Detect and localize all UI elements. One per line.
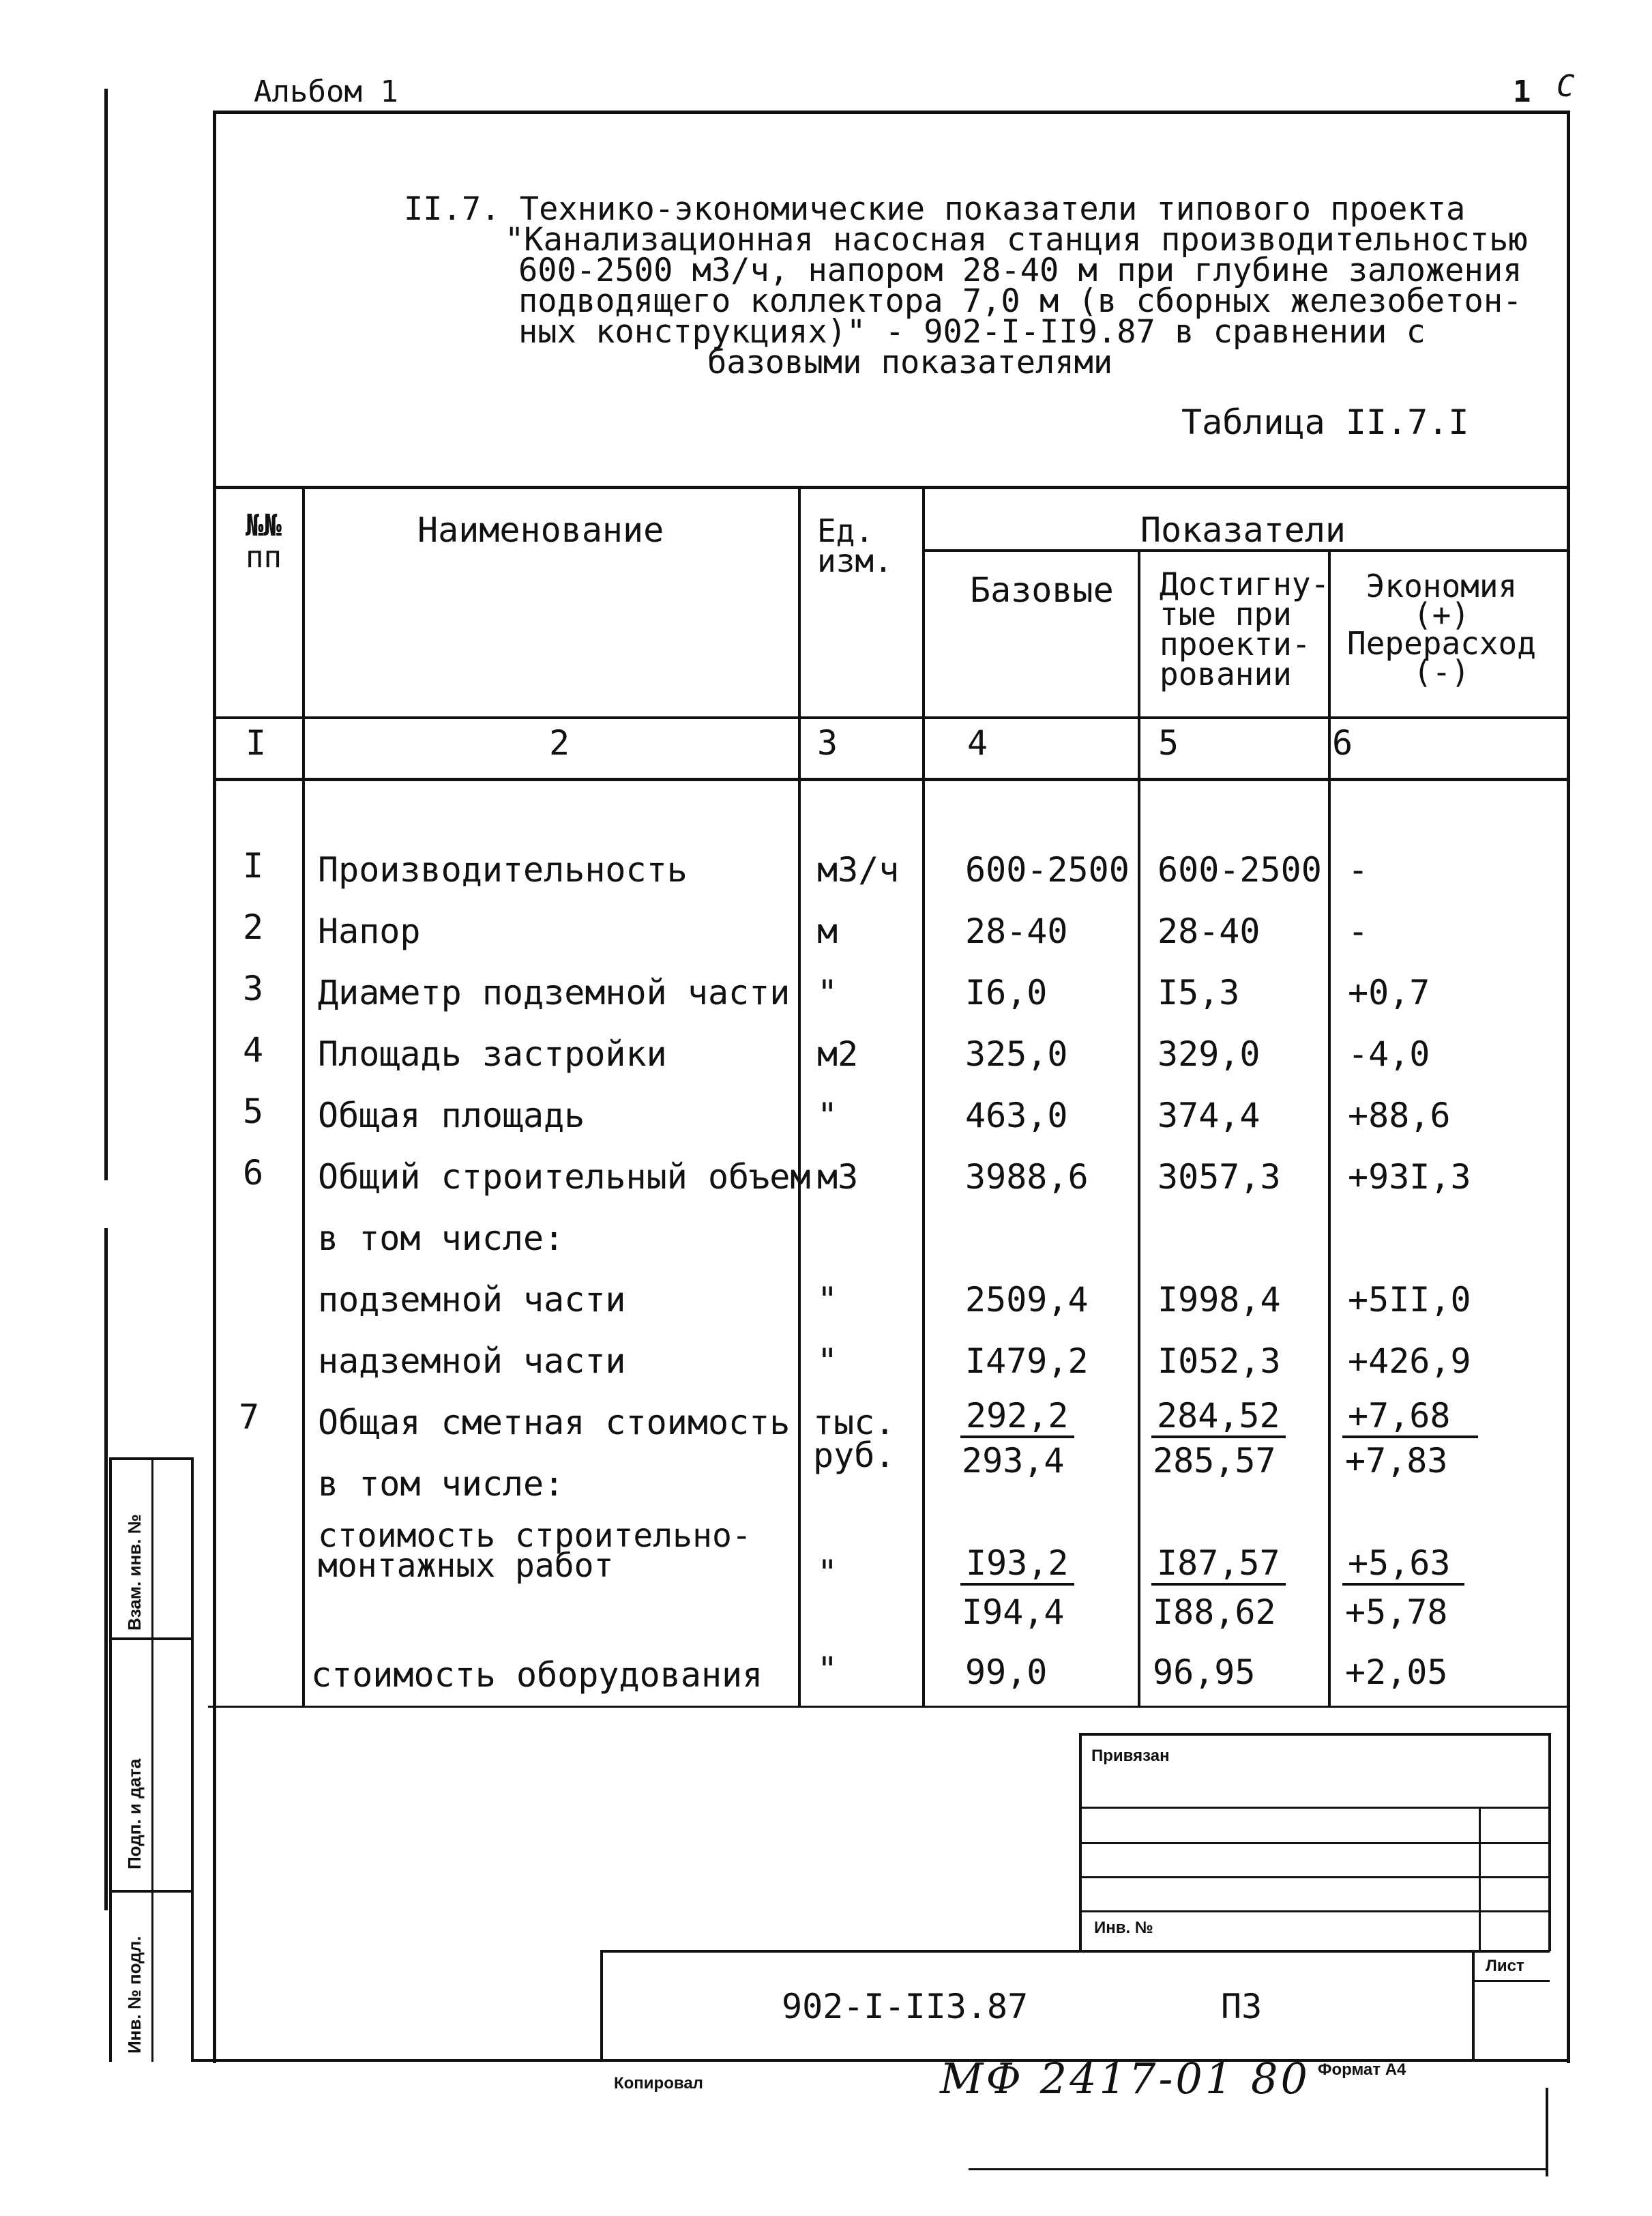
header-name: Наименование bbox=[417, 510, 664, 550]
row-name-a: стоимость строительно- bbox=[318, 1517, 752, 1555]
row-achieved: 600-2500 bbox=[1157, 850, 1322, 890]
colnum-5: 5 bbox=[1158, 723, 1179, 763]
col-divider-4 bbox=[1138, 549, 1140, 1707]
row-unit: " bbox=[817, 973, 838, 1012]
header-achieved bbox=[1160, 566, 1330, 692]
colnum-bottom bbox=[213, 778, 1570, 781]
side-stamp-inner bbox=[151, 1457, 153, 2062]
header-num-b: пп bbox=[246, 540, 282, 574]
header-unit-b: изм. bbox=[817, 542, 893, 579]
stamp-inv-label: Инв. № bbox=[1094, 1919, 1153, 1937]
row-achieved: 374,4 bbox=[1157, 1096, 1260, 1135]
right-margin-line bbox=[1546, 2088, 1548, 2176]
row-name: надземной части bbox=[318, 1341, 626, 1381]
col-divider-2 bbox=[798, 486, 801, 1707]
stamp-sheet-code: ПЗ bbox=[1221, 1987, 1263, 2026]
header-achieved-2: тые при bbox=[1160, 596, 1292, 632]
corner-mark-2: С bbox=[1557, 69, 1575, 104]
row-base: 99,0 bbox=[965, 1652, 1048, 1692]
row-achieved: 96,95 bbox=[1153, 1652, 1256, 1692]
frame-right bbox=[1567, 111, 1570, 2063]
row-unit: " bbox=[817, 1280, 838, 1320]
row-unit: " bbox=[817, 1553, 838, 1592]
header-saving-2: (+) bbox=[1413, 596, 1471, 633]
row-base: 600-2500 bbox=[965, 850, 1130, 890]
row-achieved: I998,4 bbox=[1157, 1280, 1281, 1320]
row-achieved: I5,3 bbox=[1157, 973, 1240, 1012]
row-saving: +0,7 bbox=[1348, 973, 1430, 1012]
side-stamp-right bbox=[191, 1457, 194, 2062]
row-saving: +2,05 bbox=[1345, 1652, 1448, 1692]
row-saving: +88,6 bbox=[1348, 1096, 1451, 1135]
frame-top bbox=[213, 111, 1570, 114]
table-top bbox=[213, 486, 1570, 489]
header-num bbox=[246, 510, 282, 573]
header-num-a: №№ bbox=[246, 508, 282, 543]
colnum-2: 2 bbox=[549, 723, 570, 763]
margin-line-lower bbox=[104, 1228, 108, 1910]
row-base: 2509,4 bbox=[965, 1280, 1089, 1320]
corner-mark: 1 bbox=[1513, 74, 1531, 109]
row-num: 7 bbox=[239, 1397, 260, 1437]
row-saving: - bbox=[1348, 912, 1369, 951]
stamp-vline bbox=[1479, 1807, 1481, 1951]
row-base-a: I93,2 bbox=[960, 1543, 1074, 1586]
row-saving: +5II,0 bbox=[1348, 1280, 1471, 1320]
side-stamp-inv-orig: Инв. № подл. bbox=[124, 1936, 145, 2054]
title-line-4: подводящего коллектора 7,0 м (в сборных железобетон- bbox=[518, 282, 1522, 320]
colnum-3: 3 bbox=[817, 723, 838, 763]
row-achieved-b: I88,62 bbox=[1153, 1592, 1276, 1632]
format-label: Формат А4 bbox=[1318, 2060, 1406, 2079]
stamp-main-top bbox=[600, 1950, 1550, 1953]
row-num: 3 bbox=[243, 969, 264, 1008]
row-unit: м3/ч bbox=[817, 850, 900, 890]
row-base: 3988,6 bbox=[965, 1157, 1089, 1197]
header-unit bbox=[817, 512, 893, 579]
col-divider-3 bbox=[922, 486, 925, 1707]
header-indicators: Показатели bbox=[1140, 510, 1346, 550]
frame-left bbox=[213, 111, 216, 2063]
document-title bbox=[404, 190, 1528, 381]
row-saving: - bbox=[1348, 850, 1369, 890]
row-base-b: 293,4 bbox=[962, 1441, 1065, 1481]
col-divider-5 bbox=[1328, 549, 1331, 1707]
table-label: Таблица II.7.I bbox=[1181, 403, 1469, 442]
handwritten-number: МФ 2417-01 80 bbox=[940, 2054, 1310, 2103]
title-line-2: "Канализационная насосная станция производительностью bbox=[505, 221, 1528, 259]
header-saving-1: Экономия bbox=[1366, 568, 1518, 604]
header-achieved-1: Достигну- bbox=[1160, 566, 1330, 602]
stamp-privyazan-label: Привязан bbox=[1091, 1747, 1170, 1765]
colnum-1: I bbox=[246, 723, 267, 763]
row-saving: +93I,3 bbox=[1348, 1157, 1471, 1197]
row-saving-b: +7,83 bbox=[1345, 1441, 1448, 1481]
row-name: Площадь застройки bbox=[318, 1034, 667, 1074]
table-bottom bbox=[208, 1706, 1569, 1708]
row-saving-a: +7,68 bbox=[1342, 1396, 1478, 1438]
bottom-underline bbox=[969, 2168, 1548, 2170]
stamp-list-label: Лист bbox=[1486, 1957, 1524, 1975]
stamp-list-line bbox=[1472, 1980, 1550, 1982]
row-num: I bbox=[243, 846, 264, 886]
margin-line bbox=[104, 89, 108, 1180]
col-divider-1 bbox=[302, 486, 305, 1707]
row-achieved: 3057,3 bbox=[1157, 1157, 1281, 1197]
stamp-main-left bbox=[600, 1950, 603, 2059]
row-saving: +426,9 bbox=[1348, 1341, 1471, 1381]
stamp-document-code: 902-I-II3.87 bbox=[782, 1987, 1029, 2026]
side-stamp-replace-inv: Взам. инв. № bbox=[124, 1514, 145, 1631]
row-achieved-b: 285,57 bbox=[1153, 1441, 1276, 1481]
row-unit-a: тыс. bbox=[813, 1403, 896, 1442]
row-num: 4 bbox=[243, 1030, 264, 1070]
album-label: Альбом 1 bbox=[254, 74, 398, 109]
row-unit: " bbox=[817, 1341, 838, 1381]
row-base: I479,2 bbox=[965, 1341, 1089, 1381]
header-achieved-3: проекти- bbox=[1160, 626, 1311, 662]
stamp-main-sheet-divider bbox=[1472, 1950, 1475, 2059]
row-name: в том числе: bbox=[318, 1219, 565, 1258]
stamp-privyazan-top bbox=[1079, 1733, 1550, 1736]
row-achieved: 329,0 bbox=[1157, 1034, 1260, 1074]
row-name: стоимость оборудования bbox=[311, 1655, 763, 1695]
row-base: 325,0 bbox=[965, 1034, 1068, 1074]
row-saving: -4,0 bbox=[1348, 1034, 1430, 1074]
header-saving-4: (-) bbox=[1413, 654, 1471, 690]
row-achieved-a: I87,57 bbox=[1151, 1543, 1286, 1586]
row-achieved: 28-40 bbox=[1157, 912, 1260, 951]
header-achieved-4: ровании bbox=[1160, 656, 1292, 692]
header-saving bbox=[1347, 568, 1536, 690]
row-saving-b: +5,78 bbox=[1345, 1592, 1448, 1632]
row-name: Напор bbox=[318, 912, 421, 951]
row-base: 28-40 bbox=[965, 912, 1068, 951]
row-unit: м3 bbox=[817, 1157, 859, 1197]
row-base: I6,0 bbox=[965, 973, 1048, 1012]
side-stamp-sign-date: Подп. и дата bbox=[124, 1758, 145, 1869]
header-bottom bbox=[213, 716, 1570, 719]
row-unit-b: руб. bbox=[813, 1435, 896, 1475]
row-name-sub: в том числе: bbox=[318, 1464, 565, 1504]
row-name: подземной части bbox=[318, 1280, 626, 1320]
title-line-5: ных конструкциях)" - 902-I-II9.87 в сравнении с bbox=[518, 313, 1426, 351]
row-name: Общая сметная стоимость bbox=[318, 1403, 791, 1442]
colnum-4: 4 bbox=[967, 723, 988, 763]
row-name: Диаметр подземной части bbox=[318, 973, 791, 1012]
side-stamp-left bbox=[109, 1457, 112, 2062]
title-line-1: II.7. Технико-экономические показатели типового проекта bbox=[404, 190, 1466, 228]
copied-label: Копировал bbox=[614, 2074, 703, 2093]
row-saving-a: +5,63 bbox=[1342, 1543, 1464, 1586]
row-achieved-a: 284,52 bbox=[1151, 1396, 1286, 1438]
row-name: Общий строительный объем bbox=[318, 1157, 811, 1197]
row-name-b: монтажных работ bbox=[318, 1547, 614, 1585]
row-num: 6 bbox=[243, 1153, 264, 1193]
row-base-b: I94,4 bbox=[962, 1592, 1065, 1632]
header-saving-3: Перерасход bbox=[1347, 625, 1536, 662]
header-unit-a: Ед. bbox=[817, 512, 874, 549]
header-base: Базовые bbox=[970, 570, 1114, 610]
row-num: 2 bbox=[243, 907, 264, 947]
colnum-6: 6 bbox=[1332, 723, 1353, 763]
row-achieved: I052,3 bbox=[1157, 1341, 1281, 1381]
row-num: 5 bbox=[243, 1092, 264, 1131]
row-base-a: 292,2 bbox=[960, 1396, 1074, 1438]
row-name: Производительность bbox=[318, 850, 688, 890]
title-line-3: 600-2500 м3/ч, напором 28-40 м при глубине заложения bbox=[518, 252, 1522, 289]
row-unit: м2 bbox=[817, 1034, 859, 1074]
title-line-6: базовыми показателями bbox=[707, 344, 1113, 381]
row-unit: м bbox=[817, 912, 838, 951]
row-unit: " bbox=[817, 1650, 838, 1689]
row-unit: " bbox=[817, 1096, 838, 1135]
row-base: 463,0 bbox=[965, 1096, 1068, 1135]
row-name: Общая площадь bbox=[318, 1096, 585, 1135]
